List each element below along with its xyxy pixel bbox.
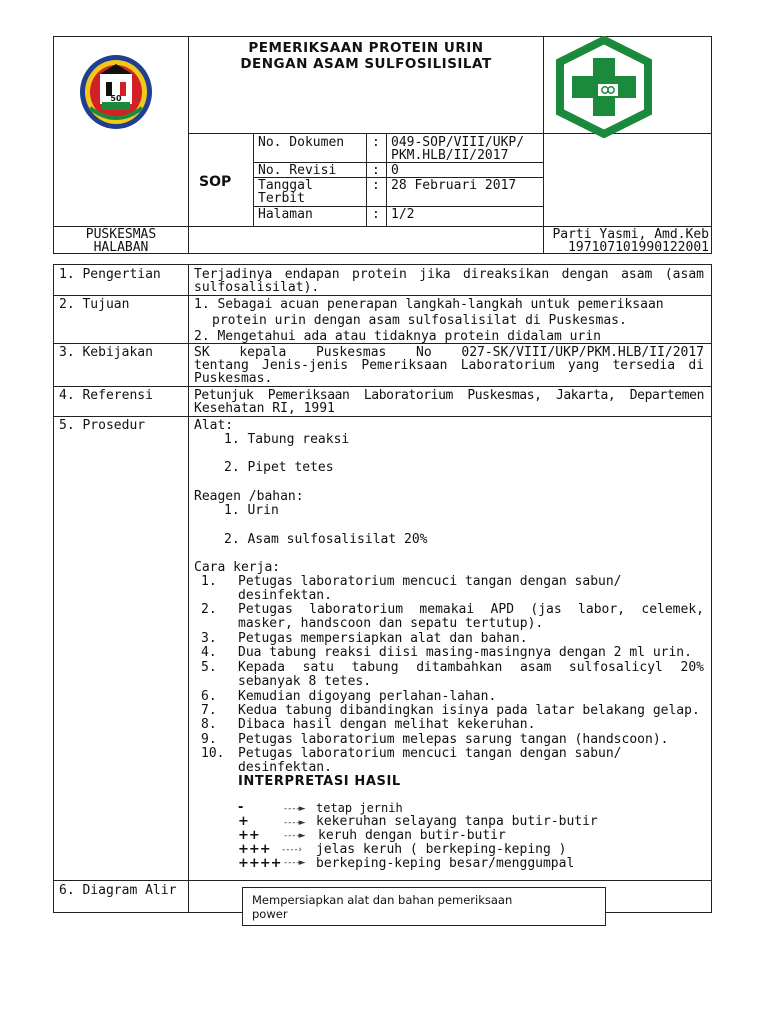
meta-value-no-revisi: 0 [391, 163, 399, 178]
section-label-pengertian: 1. Pengertian [59, 267, 161, 282]
tujuan-item1-line1: 1. Sebagai acuan penerapan langkah-langkah untuk pemeriksaan [194, 297, 664, 312]
tujuan-item1-line2: protein urin dengan asam sulfosalisilat di Puskesmas. [212, 313, 627, 328]
step-number: 9. [201, 732, 217, 747]
step-number: 7. [201, 703, 217, 718]
arrow-right-icon: - - - -► [284, 804, 305, 814]
interpretasi-heading: INTERPRETASI HASIL [238, 774, 401, 789]
step-number: 5. [201, 660, 217, 675]
pengertian-line1: Terjadinya endapan protein jika direaksikan dengan asam (asam [194, 267, 704, 282]
section-label-referensi: 4. Referensi [59, 388, 153, 403]
step-text: Kepada satu tabung ditambahkan asam sulfosalicyl 20% [238, 660, 704, 675]
interpretasi-sign: + [238, 814, 249, 829]
tujuan-item2: 2. Mengetahui ada atau tidaknya protein didalam urin [194, 329, 601, 344]
signer-nip: 197107101990122001 [568, 240, 709, 255]
flowchart-step-text-cont: power [252, 907, 288, 921]
meta-value-tanggal: 28 Februari 2017 [391, 178, 517, 193]
step-text: Petugas laboratorium mencuci tangan dengan sabun/ [238, 574, 622, 589]
signer-name: Parti Yasmi, Amd.Keb [552, 227, 709, 242]
meta-label-tanggal-line2: Terbit [258, 191, 305, 206]
meta-sep: : [372, 207, 380, 222]
interpretasi-sign: - [238, 800, 244, 815]
step-text: Kemudian digoyang perlahan-lahan. [238, 689, 497, 704]
meta-label-tanggal-line1: Tanggal [258, 178, 313, 193]
interpretasi-meaning: jelas keruh ( berkeping-keping ) [316, 842, 567, 857]
reagen-heading: Reagen /bahan: [194, 489, 304, 504]
arrow-right-icon: - - - -► [284, 858, 305, 868]
alat-item: 2. Pipet tetes [224, 460, 334, 475]
section-label-diagram-alir: 6. Diagram Alir [59, 883, 177, 898]
step-text: Petugas laboratorium memakai APD (jas labor, celemek, [238, 602, 704, 617]
interpretasi-sign: +++ [238, 842, 271, 857]
step-text: Dua tabung reaksi diisi masing-masingnya dengan 2 ml urin. [238, 645, 692, 660]
arrow-right-icon: - - - -► [284, 818, 305, 828]
org-name-line1: PUSKESMAS [85, 227, 157, 242]
step-number: 2. [201, 602, 217, 617]
step-text: Kedua tabung dibandingkan isinya pada latar belakang gelap. [238, 703, 700, 718]
meta-label-no-revisi: No. Revisi [258, 163, 337, 178]
meta-sep: : [372, 135, 380, 150]
section-label-tujuan: 2. Tujuan [59, 297, 130, 312]
document-title-line2: DENGAN ASAM SULFOSILISILAT [240, 56, 492, 72]
interpretasi-meaning: berkeping-keping besar/menggumpal [316, 856, 575, 871]
reagen-item: 1. Urin [224, 503, 279, 518]
step-text-cont: sebanyak 8 tetes. [238, 674, 372, 689]
referensi-line1: Petunjuk Pemeriksaan Laboratorium Puskesmas, Jakarta, Departemen [194, 388, 704, 403]
step-number: 1. [201, 574, 217, 589]
meta-value-no-dokumen-line2: PKM.HLB/II/2017 [391, 148, 509, 163]
step-text-cont: desinfektan. [238, 760, 332, 775]
reagen-item: 2. Asam sulfosalisilat 20% [224, 532, 428, 547]
interpretasi-sign: ++ [238, 828, 260, 843]
cara-kerja-heading: Cara kerja: [194, 560, 281, 575]
step-number: 3. [201, 631, 217, 646]
sop-label: SOP [199, 174, 232, 190]
meta-label-no-dokumen: No. Dokumen [258, 135, 345, 150]
meta-sep: : [372, 178, 380, 193]
puskesmas-cross-logo [550, 36, 658, 138]
arrow-right-icon: - - - -► [284, 831, 305, 841]
meta-label-halaman: Halaman [258, 207, 313, 222]
kebijakan-line2: tentang Jenis-jenis Pemeriksaan Laboratorium yang tersedia di [194, 358, 704, 373]
step-number: 8. [201, 717, 217, 732]
meta-value-no-dokumen-line1: 049-SOP/VIII/UKP/ [391, 135, 525, 150]
puskesmas-emblem-logo [76, 52, 156, 132]
step-text: Petugas mempersiapkan alat dan bahan. [238, 631, 528, 646]
interpretasi-meaning: keruh dengan butir-butir [318, 828, 506, 843]
kebijakan-line1: SK kepala Puskesmas No 027-SK/VIII/UKP/PKM.HLB/II/2017 [194, 345, 704, 360]
interpretasi-sign: ++++ [238, 856, 282, 871]
step-text-cont: desinfektan. [238, 588, 332, 603]
step-text: Dibaca hasil dengan melihat kekeruhan. [238, 717, 536, 732]
referensi-line2: Kesehatan RI, 1991 [194, 401, 335, 416]
step-text: Petugas laboratorium mencuci tangan dengan sabun/ [238, 746, 622, 761]
alat-heading: Alat: [194, 418, 234, 433]
step-text-cont: masker, handscoon dan sepatu tertutup). [238, 616, 544, 631]
step-number: 6. [201, 689, 217, 704]
kebijakan-line3: Puskesmas. [194, 371, 273, 386]
svg-text:50: 50 [110, 94, 122, 103]
interpretasi-meaning: tetap jernih [316, 801, 403, 815]
step-number: 10. [201, 746, 225, 761]
flowchart-step-text: Mempersiapkan alat dan bahan pemeriksaan [252, 893, 513, 907]
alat-item: 1. Tabung reaksi [224, 432, 350, 447]
step-text: Petugas laboratorium melepas sarung tangan (handscoon). [238, 732, 669, 747]
step-number: 4. [201, 645, 217, 660]
section-label-prosedur: 5. Prosedur [59, 418, 146, 433]
flowchart-box [242, 887, 606, 926]
arrow-right-icon: - - - - › [282, 845, 302, 855]
meta-sep: : [372, 163, 380, 178]
interpretasi-meaning: kekeruhan selayang tanpa butir-butir [316, 814, 598, 829]
meta-value-halaman: 1/2 [391, 207, 415, 222]
pengertian-line2: sulfosalisilat). [194, 280, 320, 295]
org-name-line2: HALABAN [93, 240, 149, 255]
section-label-kebijakan: 3. Kebijakan [59, 345, 153, 360]
document-title-line1: PEMERIKSAAN PROTEIN URIN [248, 40, 484, 56]
